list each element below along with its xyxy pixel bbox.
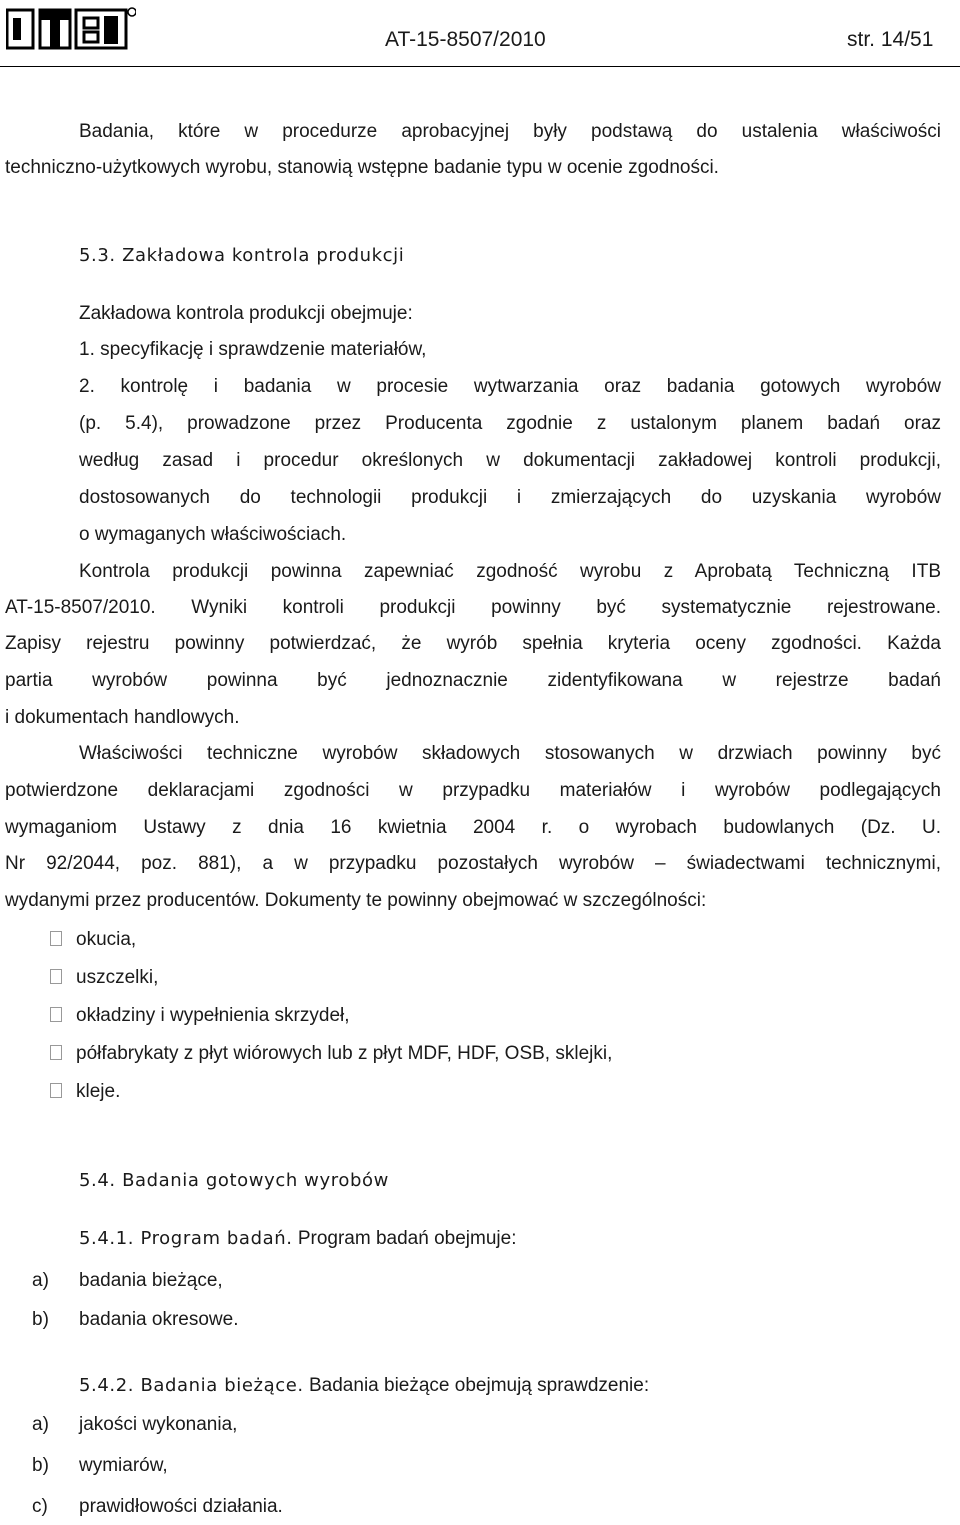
- body-line: Zapisy rejestru powinny potwierdzać, że wyrób spełnia kryteria oceny zgodności. Każda: [5, 633, 941, 654]
- section-5-4-2: 5.4.2. Badania bieżące. Badania bieżące obejmują sprawdzenie:: [79, 1375, 650, 1396]
- bullet-item: kleje.: [50, 1081, 120, 1103]
- bullet-box-icon: [50, 1045, 62, 1060]
- section-5-3-lead: Zakładowa kontrola produkcji obejmuje:: [79, 303, 413, 324]
- document-id: AT-15-8507/2010: [385, 28, 546, 51]
- page-number: str. 14/51: [847, 28, 934, 51]
- bullet-box-icon: [50, 931, 62, 946]
- body-line: dostosowanych do technologii produkcji i zmierzających do uzyskania wyrobów: [79, 487, 941, 508]
- list-item-label: a): [32, 1414, 49, 1435]
- body-line: Właściwości techniczne wyrobów składowych stosowanych w drzwiach powinny być: [79, 743, 941, 764]
- section-5-4-heading: 5.4. Badania gotowych wyrobów: [79, 1170, 389, 1191]
- list-item: jakości wykonania,: [79, 1414, 238, 1435]
- header-divider: [0, 66, 960, 67]
- intro-line-1: Badania, które w procedurze aprobacyjnej były podstawą do ustalenia właściwości: [79, 121, 941, 142]
- bullet-box-icon: [50, 1007, 62, 1022]
- body-line: i dokumentach handlowych.: [5, 707, 240, 728]
- bullet-item: uszczelki,: [50, 967, 158, 989]
- body-line: o wymaganych właściwościach.: [79, 524, 347, 545]
- bullet-box-icon: [50, 1083, 62, 1098]
- bullet-item: okucia,: [50, 929, 136, 951]
- list-item: badania bieżące,: [79, 1270, 223, 1291]
- body-line: wymaganiom Ustawy z dnia 16 kwietnia 2004 r. o wyrobach budowlanych (Dz. U.: [5, 817, 941, 838]
- list-item-label: b): [32, 1309, 49, 1330]
- section-5-4-1: 5.4.1. Program badań. Program badań obejmuje:: [79, 1228, 517, 1249]
- body-line: partia wyrobów powinna być jednoznacznie zidentyfikowana w rejestrze badań: [5, 670, 941, 691]
- list-item: 1. specyfikację i sprawdzenie materiałów,: [79, 339, 427, 360]
- body-line: AT-15-8507/2010. Wyniki kontroli produkcji powinny być systematycznie rejestrowane.: [5, 597, 941, 618]
- intro-line-2: techniczno-użytkowych wyrobu, stanowią wstępne badanie typu w ocenie zgodności.: [5, 157, 719, 178]
- body-line: potwierdzone deklaracjami zgodności w przypadku materiałów i wyrobów podlegających: [5, 780, 941, 801]
- section-5-3-heading: 5.3. Zakładowa kontrola produkcji: [79, 245, 405, 266]
- body-line: według zasad i procedur określonych w dokumentacji zakładowej kontroli produkcji,: [79, 450, 941, 471]
- body-line: Nr 92/2044, poz. 881), a w przypadku pozostałych wyrobów – świadectwami technicznymi,: [5, 853, 941, 874]
- body-line: wydanymi przez producentów. Dokumenty te powinny obejmować w szczególności:: [5, 890, 707, 911]
- list-item-label: b): [32, 1455, 49, 1476]
- list-item: wymiarów,: [79, 1455, 168, 1476]
- list-item: badania okresowe.: [79, 1309, 239, 1330]
- list-item-label: c): [32, 1496, 48, 1517]
- list-item: 2. kontrolę i badania w procesie wytwarzania oraz badania gotowych wyrobów: [79, 376, 941, 397]
- list-item: prawidłowości działania.: [79, 1496, 283, 1517]
- body-line: (p. 5.4), prowadzone przez Producenta zgodnie z ustalonym planem badań oraz: [79, 413, 941, 434]
- bullet-item: półfabrykaty z płyt wiórowych lub z płyt MDF, HDF, OSB, sklejki,: [50, 1043, 612, 1065]
- list-item-label: a): [32, 1270, 49, 1291]
- bullet-item: okładziny i wypełnienia skrzydeł,: [50, 1005, 350, 1027]
- itb-logo: [6, 6, 136, 50]
- body-line: Kontrola produkcji powinna zapewniać zgodność wyrobu z Aprobatą Techniczną ITB: [79, 561, 941, 582]
- bullet-box-icon: [50, 969, 62, 984]
